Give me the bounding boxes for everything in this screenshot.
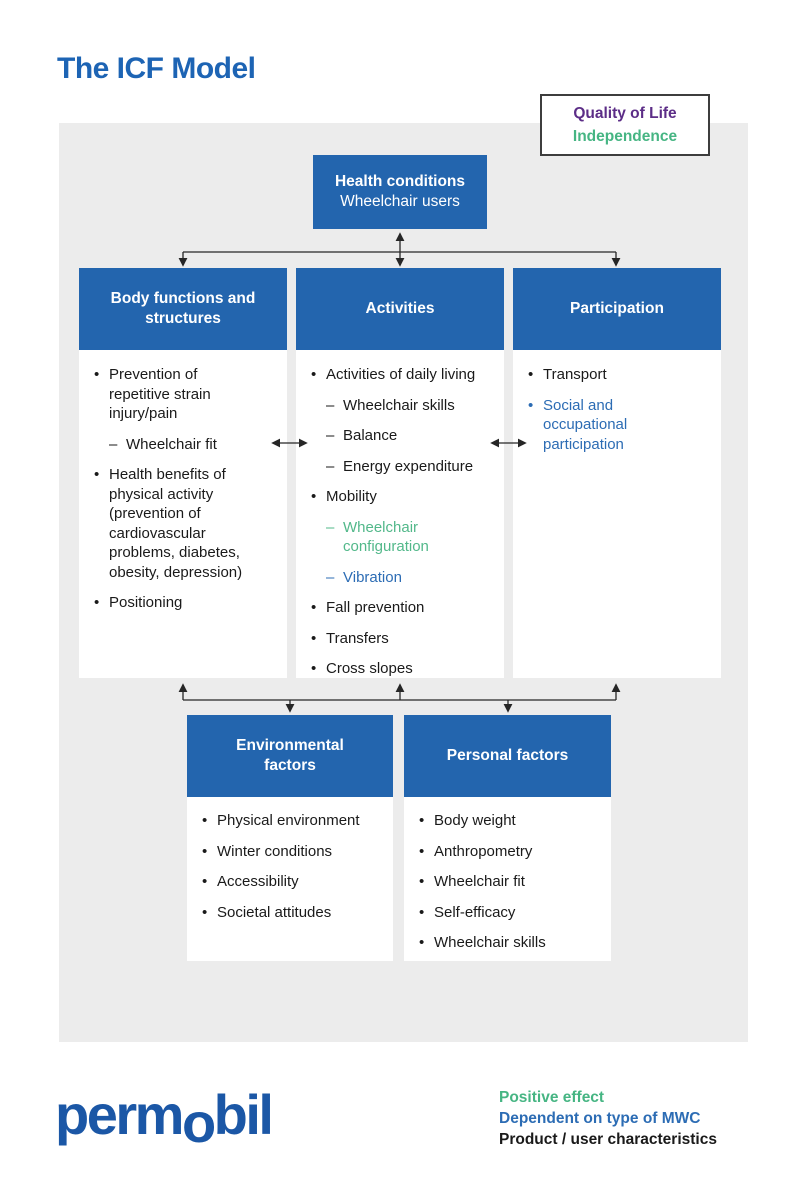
permobil-logo bbox=[55, 1082, 272, 1154]
environmental-factors-list bbox=[187, 797, 393, 961]
list-item: • Wheelchair skills bbox=[404, 933, 605, 953]
list-item: – Wheelchair fit bbox=[79, 435, 253, 455]
list-item: • Physical environment bbox=[187, 811, 387, 831]
list-item: – Wheelchair skills bbox=[296, 396, 498, 416]
legend-independence: Independence bbox=[572, 127, 678, 145]
personal-factors-box bbox=[404, 715, 611, 961]
list-item: • Accessibility bbox=[187, 872, 387, 892]
environmental-factors-header bbox=[187, 715, 393, 797]
health-conditions-subtitle: Wheelchair users bbox=[340, 193, 460, 210]
environmental-factors-header-label: Environmental factors bbox=[236, 736, 344, 774]
list-item: – Energy expenditure bbox=[296, 457, 498, 477]
list-item: • Societal attitudes bbox=[187, 903, 387, 923]
health-conditions-title: Health conditions bbox=[334, 173, 466, 190]
health-conditions-box bbox=[313, 155, 487, 229]
participation-header bbox=[513, 268, 721, 350]
column-activities bbox=[296, 268, 504, 678]
body-functions-header-label: Body functions and structures bbox=[110, 289, 256, 327]
column-body-functions bbox=[79, 268, 287, 678]
list-item: • Transfers bbox=[296, 629, 498, 649]
activities-header-label: Activities bbox=[365, 299, 435, 317]
list-item: • Mobility bbox=[296, 487, 498, 507]
legend-product-user-characteristics: Product / user characteristics bbox=[499, 1131, 717, 1148]
personal-factors-list bbox=[404, 797, 611, 961]
list-item-mwc-dependent: – Vibration bbox=[296, 568, 498, 588]
list-item: • Fall prevention bbox=[296, 598, 498, 618]
legend-quality-of-life: Quality of Life bbox=[573, 104, 677, 122]
list-item: • Health benefits of physical activity (prevention of cardiovascular problems, diabetes, obesity, depression) bbox=[79, 465, 253, 582]
color-key-legend bbox=[499, 1087, 717, 1150]
legend-dependent-on-mwc: Dependent on type of MWC bbox=[499, 1110, 701, 1127]
list-item: • Cross slopes bbox=[296, 659, 498, 679]
legend-positive-effect: Positive effect bbox=[499, 1089, 605, 1106]
list-item: – Balance bbox=[296, 426, 498, 446]
list-item: • Prevention of repetitive strain injury/pain bbox=[79, 365, 253, 424]
list-item-mwc-dependent: • Social and occupational participation bbox=[513, 396, 645, 455]
list-item: • Anthropometry bbox=[404, 842, 605, 862]
activities-header bbox=[296, 268, 504, 350]
outcomes-legend-box bbox=[540, 94, 710, 156]
list-item: • Transport bbox=[513, 365, 645, 385]
list-item: • Body weight bbox=[404, 811, 605, 831]
column-participation bbox=[513, 268, 721, 678]
list-item: • Wheelchair fit bbox=[404, 872, 605, 892]
page-title: The ICF Model bbox=[57, 52, 256, 85]
logo-lowered-o: o bbox=[181, 1090, 214, 1154]
list-item-positive-effect: – Wheelchair configuration bbox=[296, 518, 498, 557]
personal-factors-header-label: Personal factors bbox=[446, 746, 569, 764]
list-item: • Activities of daily living bbox=[296, 365, 498, 385]
participation-list bbox=[513, 350, 721, 678]
logo-text: bil bbox=[213, 1083, 272, 1146]
list-item: • Positioning bbox=[79, 593, 253, 613]
participation-header-label: Participation bbox=[570, 299, 664, 317]
body-functions-header bbox=[79, 268, 287, 350]
list-item: • Winter conditions bbox=[187, 842, 387, 862]
activities-list bbox=[296, 350, 504, 678]
body-functions-list bbox=[79, 350, 287, 678]
list-item: • Self-efficacy bbox=[404, 903, 605, 923]
environmental-factors-box bbox=[187, 715, 393, 961]
logo-text: perm bbox=[55, 1083, 182, 1146]
personal-factors-header bbox=[404, 715, 611, 797]
